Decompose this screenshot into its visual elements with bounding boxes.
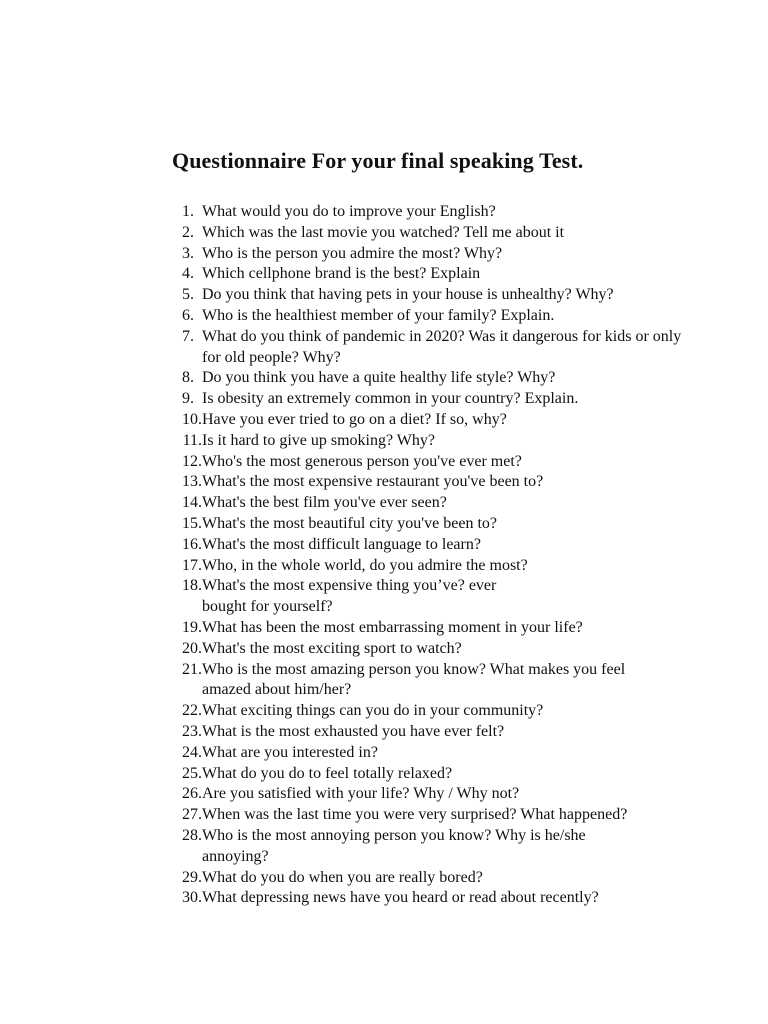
question-text: Who is the person you admire the most? Why? (202, 244, 503, 262)
list-item (0, 389, 768, 410)
question-text: What's the most difficult language to learn? (202, 535, 481, 553)
question-text: Is obesity an extremely common in your country? Explain. (202, 390, 579, 408)
question-text: When was the last time you were very surprised? What happened? (202, 806, 628, 824)
question-number: 22. (182, 702, 202, 720)
question-number: 10. (182, 410, 202, 428)
list-item (0, 431, 768, 452)
question-text: What are you interested in? (202, 743, 378, 761)
question-text: What exciting things can you do in your community? (202, 702, 544, 720)
list-item (0, 764, 768, 785)
question-text: Who's the most generous person you've ever met? (202, 452, 522, 470)
document-title: Questionnaire For your final speaking Test. (172, 148, 584, 173)
list-item (0, 410, 768, 431)
list-item (0, 244, 768, 265)
question-list (0, 202, 768, 909)
question-text: What has been the most embarrassing moment in your life? (202, 618, 583, 636)
question-number: 9. (182, 390, 194, 408)
list-item (0, 493, 768, 514)
list-item (0, 202, 768, 223)
list-item (0, 452, 768, 473)
question-number: 15. (182, 514, 202, 532)
question-number: 25. (182, 764, 202, 782)
list-item (0, 618, 768, 639)
list-item (0, 472, 768, 493)
question-number: 12. (182, 452, 202, 470)
list-item (0, 805, 768, 826)
list-item (0, 639, 768, 660)
question-text: Is it hard to give up smoking? Why? (202, 431, 435, 449)
list-item (0, 264, 768, 285)
list-item (0, 722, 768, 743)
question-number: 1. (182, 203, 194, 220)
question-number: 2. (182, 223, 194, 241)
question-text: What do you think of pandemic in 2020? Was it dangerous for kids or only for old people? Why? (202, 327, 682, 366)
list-item (0, 368, 768, 389)
question-text: Do you think you have a quite healthy life style? Why? (202, 369, 556, 387)
question-text: What's the most exciting sport to watch? (202, 639, 462, 657)
question-number: 13. (182, 473, 202, 491)
question-number: 27. (182, 806, 202, 824)
question-number: 28. (182, 826, 202, 844)
question-text: Which was the last movie you watched? Tell me about it (202, 223, 565, 241)
question-number: 21. (182, 660, 202, 678)
list-item (0, 535, 768, 556)
question-number: 20. (182, 639, 202, 657)
list-item (0, 660, 768, 702)
question-number: 5. (182, 286, 194, 304)
question-number: 3. (182, 244, 194, 262)
question-text: Do you think that having pets in your house is unhealthy? Why? (202, 286, 614, 304)
list-item (0, 556, 768, 577)
question-number: 14. (182, 494, 202, 512)
question-number: 18. (182, 577, 202, 595)
question-number: 6. (182, 306, 194, 324)
list-item (0, 285, 768, 306)
question-number: 24. (182, 743, 202, 761)
question-number: 17. (182, 556, 202, 574)
question-text: Who, in the whole world, do you admire the most? (202, 556, 528, 574)
question-text: What depressing news have you heard or read about recently? (202, 889, 599, 907)
question-number: 11. (182, 431, 202, 449)
list-item (0, 576, 768, 618)
question-number: 7. (182, 327, 194, 345)
question-text: What would you do to improve your English? (202, 203, 496, 220)
list-item (0, 514, 768, 535)
question-text: What do you do when you are really bored? (202, 868, 483, 886)
list-item (0, 888, 768, 909)
question-text: What's the most expensive thing you’ve? ever bought for yourself? (202, 577, 497, 616)
question-text: Who is the healthiest member of your family? Explain. (202, 306, 555, 324)
question-text: What's the most beautiful city you've been to? (202, 514, 498, 532)
question-number: 26. (182, 785, 202, 803)
list-item (0, 223, 768, 244)
question-number: 30. (182, 889, 202, 907)
question-text: What do you do to feel totally relaxed? (202, 764, 453, 782)
question-text: What is the most exhausted you have ever felt? (202, 722, 505, 740)
list-item (0, 701, 768, 722)
question-number: 29. (182, 868, 202, 886)
list-item (0, 327, 768, 369)
question-text: Have you ever tried to go on a diet? If so, why? (202, 410, 507, 428)
question-text: What's the most expensive restaurant you've been to? (202, 473, 544, 491)
question-text: Who is the most amazing person you know? What makes you feel amazed about him/her? (202, 660, 626, 699)
question-text: Are you satisfied with your life? Why / Why not? (202, 785, 520, 803)
question-number: 16. (182, 535, 202, 553)
list-item (0, 868, 768, 889)
question-text: Who is the most annoying person you know? Why is he/she annoying? (202, 826, 586, 865)
list-item (0, 306, 768, 327)
question-number: 8. (182, 369, 194, 387)
question-text: What's the best film you've ever seen? (202, 494, 447, 512)
question-number: 4. (182, 265, 194, 283)
list-item (0, 826, 768, 868)
question-text: Which cellphone brand is the best? Explain (202, 265, 481, 283)
question-number: 19. (182, 618, 202, 636)
question-number: 23. (182, 722, 202, 740)
list-item (0, 743, 768, 764)
list-item (0, 784, 768, 805)
